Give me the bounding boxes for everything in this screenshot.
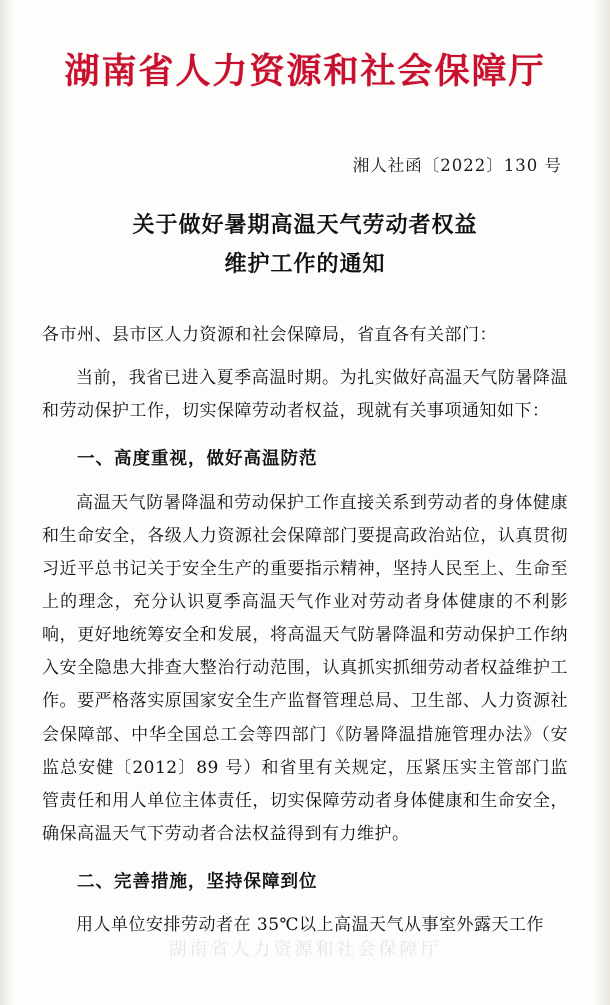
- document-body: [42, 0, 568, 942]
- intro-paragraph: 当前，我省已进入夏季高温时期。为扎实做好高温天气防暑降温和劳动保护工作，切实保障劳动者权益，现就有关事项通知如下：: [42, 368, 568, 422]
- document-number: 湘人社函〔2022〕130 号: [352, 156, 562, 175]
- section-two-paragraph: 用人单位安排劳动者在 35℃以上高温天气从事室外露天工作: [76, 915, 545, 936]
- background-ghost-text: 湖南省人力资源和社会保障厅: [168, 939, 442, 960]
- section-heading-two: 二、完善措施，坚持保障到位: [77, 872, 318, 893]
- document-title: [42, 206, 568, 283]
- recipient-line: 各市州、县市区人力资源和社会保障局，省直各有关部门：: [42, 325, 497, 345]
- section-heading-one: 一、高度重视，做好高温防范: [77, 449, 318, 470]
- document-title-line-2: 维护工作的通知: [224, 250, 386, 277]
- document-title-line-1: 关于做好暑期高温天气劳动者权益: [132, 212, 478, 238]
- section-one-paragraph: 高温天气防暑降温和劳动保护工作直接关系到劳动者的身体健康和生命安全，各级人力资源社会保障部门要提高政治站位，认真贯彻习近平总书记关于安全生产的重要指示精神，坚持人民至上、生命至上的理念，充分认识夏季高温天气作业对劳动者身体健康的不利影响，更好地统筹安全和发展，将高温天气防暑降温和劳动保护工作纳入安全隐患大排查大整治行动范围，认真抓实抓细劳动者权益维护工作。要严格落实原国家安全生产监督管理总局、卫生部、人力资源社会保障部、中华全国总工会等四部门《防暑降温措施管理办法》（安监总安健〔2012〕89 号）和省里有关规定，压紧压实主管部门监管责任和用人单位主体责任，切实保障劳动者身体健康和生命安全，确保高温天气下劳动者合法权益得到有力维护。: [42, 492, 568, 844]
- issuing-authority-masthead: 湖南省人力资源和社会保障厅: [64, 51, 546, 92]
